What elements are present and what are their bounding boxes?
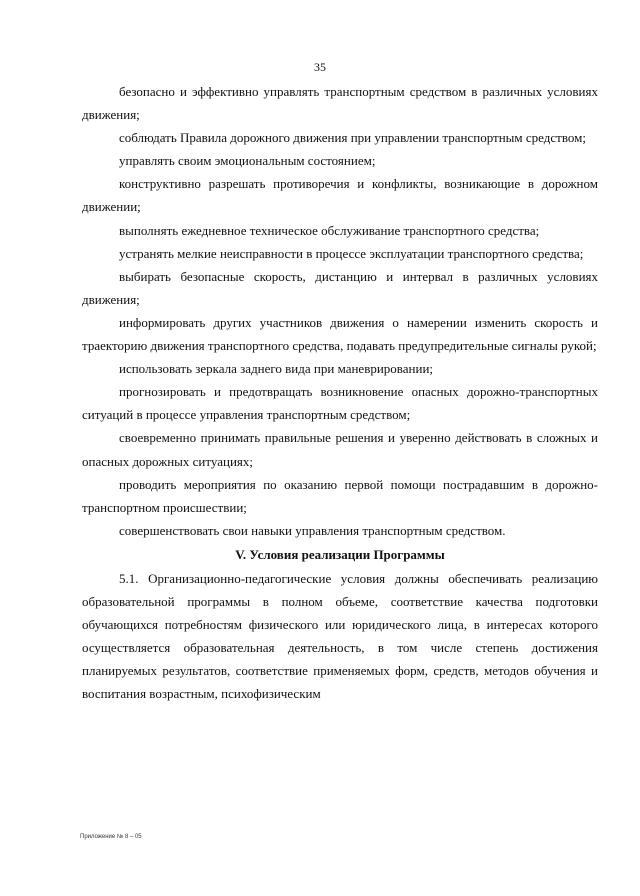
list-item: конструктивно разрешать противоречия и конфликты, возникающие в дорожном движении; (82, 176, 598, 215)
list-item: выполнять ежедневное техническое обслуживание транспортного средства; (119, 222, 540, 238)
list-item: использовать зеркала заднего вида при маневрировании; (119, 361, 434, 377)
list-item: прогнозировать и предотвращать возникновение опасных дорожно-транспортных ситуаций в процессе управления транспортным средством; (82, 384, 598, 423)
section-heading: V. Условия реализации Программы (235, 546, 445, 562)
section-paragraph: 5.1. Организационно-педагогические условия должны обеспечивать реализацию образовательной программы в полном объеме, соответствие качества подготовки обучающихся потребностям физического или юридического лица, в интересах которого осуществляется образовательная деятельность, в том числе степень достижения планируемых результатов, соответствие применяемых форм, средств, методов обучения и воспитания возрастным, психофизическим (82, 570, 598, 702)
page-number: 35 (314, 60, 326, 74)
list-item: управлять своим эмоциональным состоянием; (119, 153, 376, 169)
list-item: безопасно и эффективно управлять транспортным средством в различных условиях движения; (82, 84, 598, 123)
list-item: информировать других участников движения о намерении изменить скорость и траекторию движения транспортного средства, подавать предупредительные сигналы рукой; (82, 314, 598, 354)
list-item: своевременно принимать правильные решения и уверенно действовать в сложных и опасных дорожных ситуациях; (82, 430, 598, 469)
footer-note: Приложение № 8 – 05 (80, 834, 142, 840)
list-item: выбирать безопасные скорость, дистанцию и интервал в различных условиях движения; (82, 268, 598, 307)
document-body (82, 80, 598, 706)
list-item: совершенствовать свои навыки управления транспортным средством. (119, 522, 506, 538)
list-item: устранять мелкие неисправности в процессе эксплуатации транспортного средства; (119, 245, 584, 261)
list-item: проводить мероприятия по оказанию первой помощи пострадавшим в дорожно-транспортном происшествии; (82, 476, 598, 515)
list-item: соблюдать Правила дорожного движения при управлении транспортным средством; (119, 130, 586, 146)
